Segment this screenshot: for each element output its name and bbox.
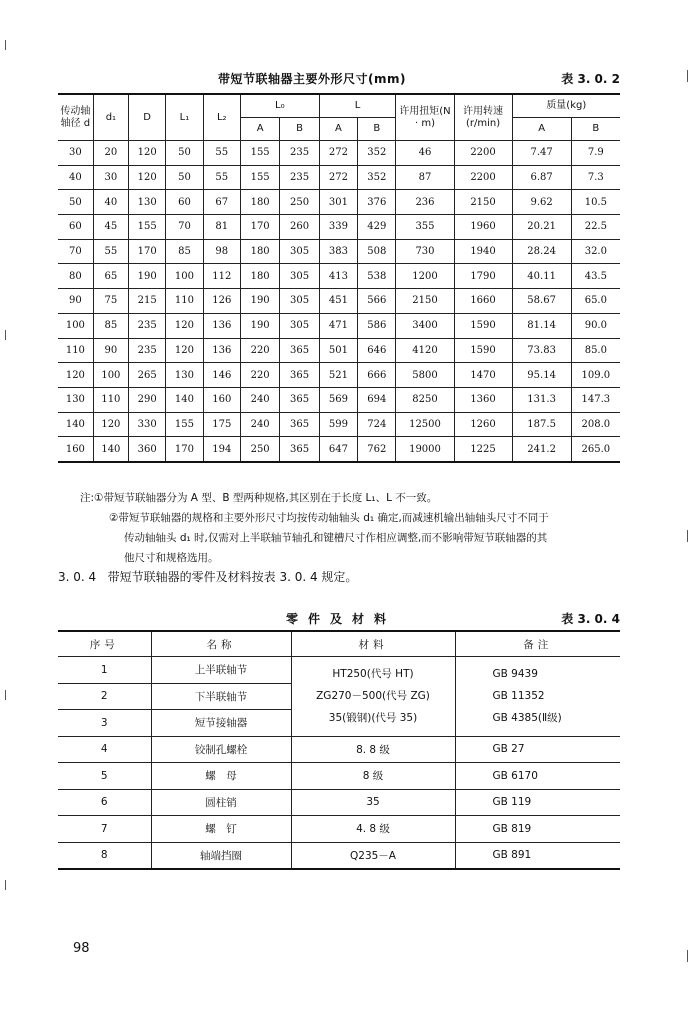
cell-mass-B: 7.3 (571, 165, 620, 190)
cell-torque: 355 (396, 215, 454, 240)
cell-seq: 4 (58, 736, 151, 763)
cell-torque: 1200 (396, 264, 454, 289)
cell-L0-A: 155 (240, 141, 279, 166)
cell-shaft-dia: 130 (58, 387, 93, 412)
cell-speed: 1470 (454, 363, 512, 388)
parts-materials-table (58, 630, 620, 870)
table-row (58, 816, 620, 843)
cell-L0-B: 365 (280, 387, 319, 412)
table-row (58, 657, 620, 684)
cell-d1: 65 (93, 264, 128, 289)
header-mass-B: B (571, 118, 620, 141)
cell-D: 235 (129, 338, 166, 363)
cell-L0-A: 180 (240, 264, 279, 289)
header-remark: 备注 (455, 631, 620, 657)
cell-mass-A: 7.47 (512, 141, 571, 166)
cell-L1: 60 (166, 190, 203, 215)
cell-name: 螺 钉 (151, 816, 291, 843)
cell-shaft-dia: 80 (58, 264, 93, 289)
margin-mark (5, 330, 6, 340)
cell-remark-merged (455, 657, 620, 737)
page-number: 98 (73, 941, 90, 956)
cell-L-A: 521 (319, 363, 357, 388)
cell-speed: 1360 (454, 387, 512, 412)
cell-material-merged (291, 657, 455, 737)
cell-torque: 5800 (396, 363, 454, 388)
cell-L0-B: 365 (280, 412, 319, 437)
cell-L1: 85 (166, 239, 203, 264)
cell-L-A: 599 (319, 412, 357, 437)
cell-remark: GB 891 (455, 842, 620, 869)
cell-torque: 19000 (396, 437, 454, 462)
cell-seq: 8 (58, 842, 151, 869)
cell-seq: 3 (58, 710, 151, 737)
cell-mass-B: 7.9 (571, 141, 620, 166)
cell-L-A: 451 (319, 289, 357, 314)
header-d1: d₁ (93, 94, 128, 141)
cell-L2: 126 (203, 289, 240, 314)
cell-name: 上半联轴节 (151, 657, 291, 684)
cell-D: 265 (129, 363, 166, 388)
cell-D: 360 (129, 437, 166, 462)
header-L-A: A (319, 118, 357, 141)
table-row (58, 313, 620, 338)
cell-d1: 140 (93, 437, 128, 462)
cell-L-B: 566 (358, 289, 396, 314)
table-row (58, 338, 620, 363)
cell-L-A: 339 (319, 215, 357, 240)
margin-mark (5, 40, 6, 50)
cell-name: 轴端挡圈 (151, 842, 291, 869)
cell-mass-B: 85.0 (571, 338, 620, 363)
cell-L1: 130 (166, 363, 203, 388)
cell-L-B: 429 (358, 215, 396, 240)
material-line: HT250(代号 HT) (332, 668, 414, 681)
cell-seq: 6 (58, 789, 151, 816)
cell-shaft-dia: 40 (58, 165, 93, 190)
cell-mass-B: 208.0 (571, 412, 620, 437)
margin-mark (687, 530, 688, 542)
cell-shaft-dia: 90 (58, 289, 93, 314)
header-D: D (129, 94, 166, 141)
cell-L0-A: 240 (240, 387, 279, 412)
cell-mass-A: 131.3 (512, 387, 571, 412)
cell-D: 170 (129, 239, 166, 264)
note-2-line-3: 他尺寸和规格选用。 (124, 552, 219, 564)
cell-material: 8 级 (291, 763, 455, 790)
cell-L-B: 646 (358, 338, 396, 363)
cell-L1: 120 (166, 338, 203, 363)
cell-L-B: 352 (358, 141, 396, 166)
cell-L0-B: 365 (280, 437, 319, 462)
cell-speed: 1660 (454, 289, 512, 314)
cell-L0-B: 235 (280, 141, 319, 166)
cell-shaft-dia: 140 (58, 412, 93, 437)
table-row (58, 215, 620, 240)
margin-mark (687, 70, 688, 82)
cell-shaft-dia: 160 (58, 437, 93, 462)
cell-L0-B: 305 (280, 239, 319, 264)
cell-L2: 160 (203, 387, 240, 412)
cell-D: 215 (129, 289, 166, 314)
cell-mass-B: 65.0 (571, 289, 620, 314)
cell-torque: 87 (396, 165, 454, 190)
cell-d1: 90 (93, 338, 128, 363)
cell-L-B: 694 (358, 387, 396, 412)
cell-L0-A: 220 (240, 338, 279, 363)
note-2-line-2: 传动轴轴头 d₁ 时,仅需对上半联轴节轴孔和键槽尺寸作相应调整,而不影响带短节联轴器的其 (124, 532, 548, 544)
section-3-0-4 (58, 568, 357, 585)
table-row (58, 763, 620, 790)
table2-number: 表 3. 0. 4 (561, 612, 620, 626)
cell-shaft-dia: 60 (58, 215, 93, 240)
cell-remark: GB 27 (455, 736, 620, 763)
dimensions-table-body (58, 141, 620, 462)
cell-torque: 12500 (396, 412, 454, 437)
header-L: L (319, 94, 396, 118)
cell-shaft-dia: 100 (58, 313, 93, 338)
header-L0-A: A (240, 118, 279, 141)
material-line: 35(锻钢)(代号 35) (328, 712, 418, 725)
cell-L2: 136 (203, 313, 240, 338)
cell-L-B: 376 (358, 190, 396, 215)
cell-L0-A: 220 (240, 363, 279, 388)
cell-L1: 110 (166, 289, 203, 314)
table-row (58, 789, 620, 816)
table-row (58, 165, 620, 190)
cell-mass-A: 58.67 (512, 289, 571, 314)
cell-L0-B: 260 (280, 215, 319, 240)
header-name: 名称 (151, 631, 291, 657)
cell-L1: 50 (166, 165, 203, 190)
table-row (58, 239, 620, 264)
cell-L2: 136 (203, 338, 240, 363)
cell-L1: 120 (166, 313, 203, 338)
cell-name: 铰制孔螺栓 (151, 736, 291, 763)
cell-torque: 8250 (396, 387, 454, 412)
cell-L2: 146 (203, 363, 240, 388)
cell-mass-A: 40.11 (512, 264, 571, 289)
cell-D: 190 (129, 264, 166, 289)
cell-material: Q235－A (291, 842, 455, 869)
cell-L2: 67 (203, 190, 240, 215)
cell-L1: 140 (166, 387, 203, 412)
cell-L-A: 647 (319, 437, 357, 462)
cell-L-A: 569 (319, 387, 357, 412)
cell-speed: 1790 (454, 264, 512, 289)
cell-mass-B: 109.0 (571, 363, 620, 388)
cell-L0-A: 240 (240, 412, 279, 437)
cell-L2: 81 (203, 215, 240, 240)
cell-L2: 112 (203, 264, 240, 289)
cell-shaft-dia: 70 (58, 239, 93, 264)
cell-mass-B: 22.5 (571, 215, 620, 240)
cell-L-B: 352 (358, 165, 396, 190)
cell-torque: 3400 (396, 313, 454, 338)
cell-mass-B: 43.5 (571, 264, 620, 289)
cell-L1: 100 (166, 264, 203, 289)
cell-d1: 100 (93, 363, 128, 388)
cell-L-B: 586 (358, 313, 396, 338)
cell-mass-A: 73.83 (512, 338, 571, 363)
cell-torque: 236 (396, 190, 454, 215)
table2-title: 零件及材料 (286, 612, 397, 626)
cell-L0-A: 170 (240, 215, 279, 240)
cell-D: 290 (129, 387, 166, 412)
cell-L1: 70 (166, 215, 203, 240)
cell-speed: 1940 (454, 239, 512, 264)
cell-remark: GB 819 (455, 816, 620, 843)
cell-L1: 155 (166, 412, 203, 437)
cell-material: 8. 8 级 (291, 736, 455, 763)
cell-d1: 120 (93, 412, 128, 437)
note-1 (80, 488, 625, 508)
cell-D: 155 (129, 215, 166, 240)
cell-torque: 2150 (396, 289, 454, 314)
cell-d1: 110 (93, 387, 128, 412)
cell-L-B: 538 (358, 264, 396, 289)
cell-speed: 1590 (454, 338, 512, 363)
cell-shaft-dia: 120 (58, 363, 93, 388)
cell-L2: 175 (203, 412, 240, 437)
cell-name: 短节接轴器 (151, 710, 291, 737)
cell-L1: 50 (166, 141, 203, 166)
cell-D: 120 (129, 165, 166, 190)
table-row (58, 387, 620, 412)
cell-speed: 1960 (454, 215, 512, 240)
cell-mass-A: 95.14 (512, 363, 571, 388)
cell-speed: 2200 (454, 165, 512, 190)
header-L0: L₀ (240, 94, 319, 118)
table1-number: 表 3. 0. 2 (561, 72, 620, 86)
cell-shaft-dia: 30 (58, 141, 93, 166)
cell-mass-B: 10.5 (571, 190, 620, 215)
cell-L0-B: 235 (280, 165, 319, 190)
cell-material: 4. 8 级 (291, 816, 455, 843)
table-row (58, 363, 620, 388)
section-number: 3. 0. 4 (58, 570, 97, 584)
cell-L-A: 301 (319, 190, 357, 215)
cell-name: 圆柱销 (151, 789, 291, 816)
header-L0-B: B (280, 118, 319, 141)
remark-line: GB 4385(Ⅱ级) (492, 712, 562, 725)
table-row (58, 264, 620, 289)
cell-L-B: 508 (358, 239, 396, 264)
cell-L0-A: 190 (240, 313, 279, 338)
cell-D: 130 (129, 190, 166, 215)
table-row (58, 289, 620, 314)
cell-d1: 20 (93, 141, 128, 166)
header-mass: 质量(kg) (512, 94, 620, 118)
table-row (58, 412, 620, 437)
cell-d1: 85 (93, 313, 128, 338)
cell-L0-B: 305 (280, 264, 319, 289)
cell-torque: 4120 (396, 338, 454, 363)
cell-d1: 45 (93, 215, 128, 240)
remark-line: GB 11352 (492, 690, 545, 703)
cell-d1: 55 (93, 239, 128, 264)
margin-mark (5, 880, 6, 890)
cell-d1: 30 (93, 165, 128, 190)
cell-L-B: 666 (358, 363, 396, 388)
cell-L-A: 383 (319, 239, 357, 264)
header-seq: 序号 (58, 631, 151, 657)
material-line: ZG270－500(代号 ZG) (316, 690, 430, 703)
notes-label: 注: (80, 492, 95, 504)
cell-mass-A: 241.2 (512, 437, 571, 462)
cell-D: 120 (129, 141, 166, 166)
cell-mass-B: 90.0 (571, 313, 620, 338)
cell-L1: 170 (166, 437, 203, 462)
cell-mass-B: 147.3 (571, 387, 620, 412)
cell-L2: 194 (203, 437, 240, 462)
cell-seq: 7 (58, 816, 151, 843)
header-L1: L₁ (166, 94, 203, 141)
cell-L-A: 413 (319, 264, 357, 289)
cell-mass-B: 32.0 (571, 239, 620, 264)
cell-mass-A: 28.24 (512, 239, 571, 264)
cell-torque: 46 (396, 141, 454, 166)
cell-name: 螺 母 (151, 763, 291, 790)
cell-L-A: 501 (319, 338, 357, 363)
cell-torque: 730 (396, 239, 454, 264)
cell-L0-B: 365 (280, 363, 319, 388)
cell-remark: GB 6170 (455, 763, 620, 790)
cell-mass-A: 6.87 (512, 165, 571, 190)
cell-L-A: 272 (319, 141, 357, 166)
cell-seq: 5 (58, 763, 151, 790)
header-L-B: B (358, 118, 396, 141)
cell-L2: 55 (203, 165, 240, 190)
dimensions-table (58, 93, 620, 463)
cell-mass-A: 81.14 (512, 313, 571, 338)
cell-L2: 98 (203, 239, 240, 264)
header-torque: 许用扭矩(N · m) (396, 94, 454, 141)
cell-L0-B: 365 (280, 338, 319, 363)
table1-caption (58, 70, 620, 88)
cell-L2: 55 (203, 141, 240, 166)
cell-mass-A: 9.62 (512, 190, 571, 215)
cell-seq: 1 (58, 657, 151, 684)
cell-seq: 2 (58, 683, 151, 710)
cell-d1: 40 (93, 190, 128, 215)
note-2-line-1: ②带短节联轴器的规格和主要外形尺寸均按传动轴轴头 d₁ 确定,而减速机输出轴轴头尺寸不同于 (109, 512, 549, 524)
table-row (58, 437, 620, 462)
cell-L0-B: 305 (280, 313, 319, 338)
cell-L-A: 471 (319, 313, 357, 338)
cell-L0-A: 155 (240, 165, 279, 190)
cell-shaft-dia: 110 (58, 338, 93, 363)
cell-L0-B: 250 (280, 190, 319, 215)
cell-speed: 1590 (454, 313, 512, 338)
cell-name: 下半联轴节 (151, 683, 291, 710)
cell-d1: 75 (93, 289, 128, 314)
header-mass-A: A (512, 118, 571, 141)
cell-speed: 2200 (454, 141, 512, 166)
table-row (58, 141, 620, 166)
cell-L0-A: 180 (240, 190, 279, 215)
cell-speed: 2150 (454, 190, 512, 215)
table-row (58, 736, 620, 763)
remark-line: GB 9439 (492, 668, 538, 681)
table1-title: 带短节联轴器主要外形尺寸(mm) (218, 72, 406, 86)
margin-mark (687, 950, 688, 962)
cell-speed: 1225 (454, 437, 512, 462)
cell-shaft-dia: 50 (58, 190, 93, 215)
header-shaft-dia: 传动轴轴径 d (58, 94, 93, 141)
cell-L0-A: 250 (240, 437, 279, 462)
cell-mass-A: 187.5 (512, 412, 571, 437)
cell-L0-A: 190 (240, 289, 279, 314)
cell-L-B: 762 (358, 437, 396, 462)
table2-caption (58, 610, 620, 628)
table-row (58, 842, 620, 869)
cell-mass-B: 265.0 (571, 437, 620, 462)
cell-D: 330 (129, 412, 166, 437)
cell-L0-B: 305 (280, 289, 319, 314)
cell-D: 235 (129, 313, 166, 338)
note-1-text: ①带短节联轴器分为 A 型、B 型两种规格,其区别在于长度 L₁、L 不一致。 (94, 492, 438, 504)
cell-L-A: 272 (319, 165, 357, 190)
cell-mass-A: 20.21 (512, 215, 571, 240)
margin-mark (5, 690, 6, 700)
section-text: 带短节联轴器的零件及材料按表 3. 0. 4 规定。 (107, 570, 358, 584)
cell-L-B: 724 (358, 412, 396, 437)
table-row (58, 190, 620, 215)
header-speed: 许用转速(r/min) (454, 94, 512, 141)
cell-speed: 1260 (454, 412, 512, 437)
header-material: 材料 (291, 631, 455, 657)
header-L2: L₂ (203, 94, 240, 141)
cell-remark: GB 119 (455, 789, 620, 816)
notes-block (80, 488, 625, 568)
cell-material: 35 (291, 789, 455, 816)
cell-L0-A: 180 (240, 239, 279, 264)
